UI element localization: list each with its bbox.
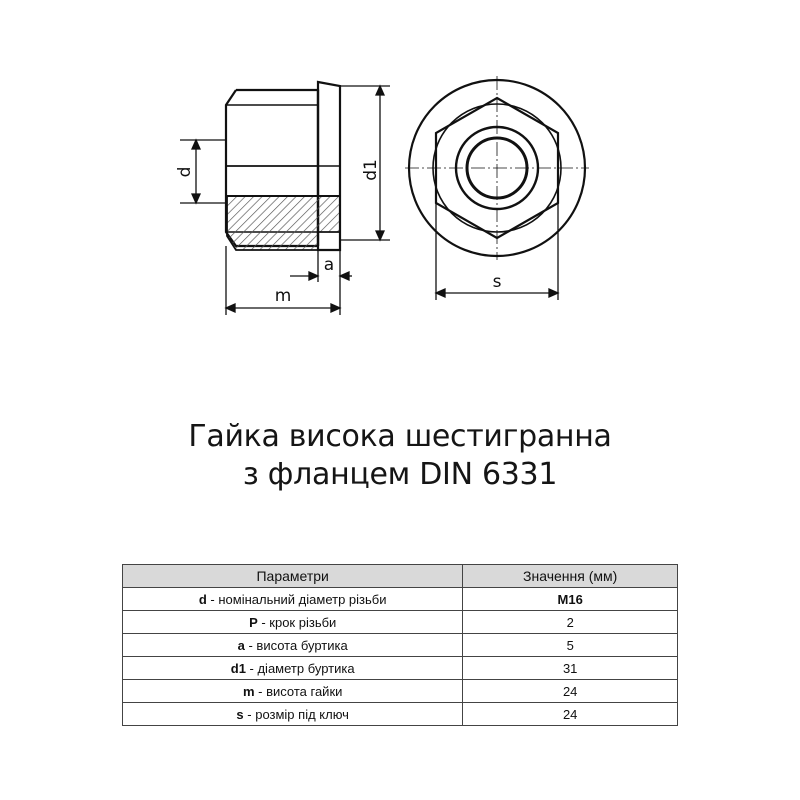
param-cell <box>123 611 463 634</box>
value-cell: 2 <box>463 611 678 634</box>
table-row <box>123 611 678 634</box>
param-symbol: m <box>242 683 255 699</box>
param-description: - діаметр буртика <box>245 660 355 676</box>
dimension-a <box>290 250 352 282</box>
value-cell: M16 <box>463 588 678 611</box>
product-title <box>0 418 800 494</box>
header-param: Параметри <box>123 565 463 588</box>
param-description: - номінальний діаметр різьби <box>206 591 387 607</box>
param-cell <box>123 634 463 657</box>
value-cell: 24 <box>463 703 678 726</box>
table-row <box>123 680 678 703</box>
param-symbol: s <box>236 706 244 722</box>
value-cell: 24 <box>463 680 678 703</box>
param-cell <box>123 703 463 726</box>
technical-drawing <box>0 0 800 340</box>
label-d: d <box>175 166 195 178</box>
param-symbol: P <box>249 614 258 630</box>
param-cell <box>123 680 463 703</box>
spec-table <box>122 564 678 726</box>
header-value: Значення (мм) <box>463 565 678 588</box>
section-hatch <box>227 196 340 250</box>
param-symbol: d <box>198 591 207 607</box>
title-line-1: Гайка висока шестигранна <box>188 419 612 454</box>
label-m: m <box>274 286 292 306</box>
param-description: - висота буртика <box>244 637 348 653</box>
value-cell: 5 <box>463 634 678 657</box>
param-description: - висота гайки <box>254 683 343 699</box>
param-symbol: a <box>237 637 245 653</box>
title-line-2: з фланцем DIN 6331 <box>242 457 558 492</box>
front-view <box>405 76 589 260</box>
value-cell: 31 <box>463 657 678 680</box>
param-symbol: d1 <box>230 660 246 676</box>
table-row <box>123 588 678 611</box>
table-row <box>123 703 678 726</box>
param-description: - крок різьби <box>257 614 337 630</box>
table-body <box>123 588 678 726</box>
param-cell <box>123 588 463 611</box>
label-d1: d1 <box>361 159 381 181</box>
label-s: s <box>492 272 502 292</box>
table-header-row <box>123 565 678 588</box>
param-description: - розмір під ключ <box>243 706 349 722</box>
table-row <box>123 657 678 680</box>
param-cell <box>123 657 463 680</box>
label-a: a <box>323 255 335 275</box>
table-row <box>123 634 678 657</box>
